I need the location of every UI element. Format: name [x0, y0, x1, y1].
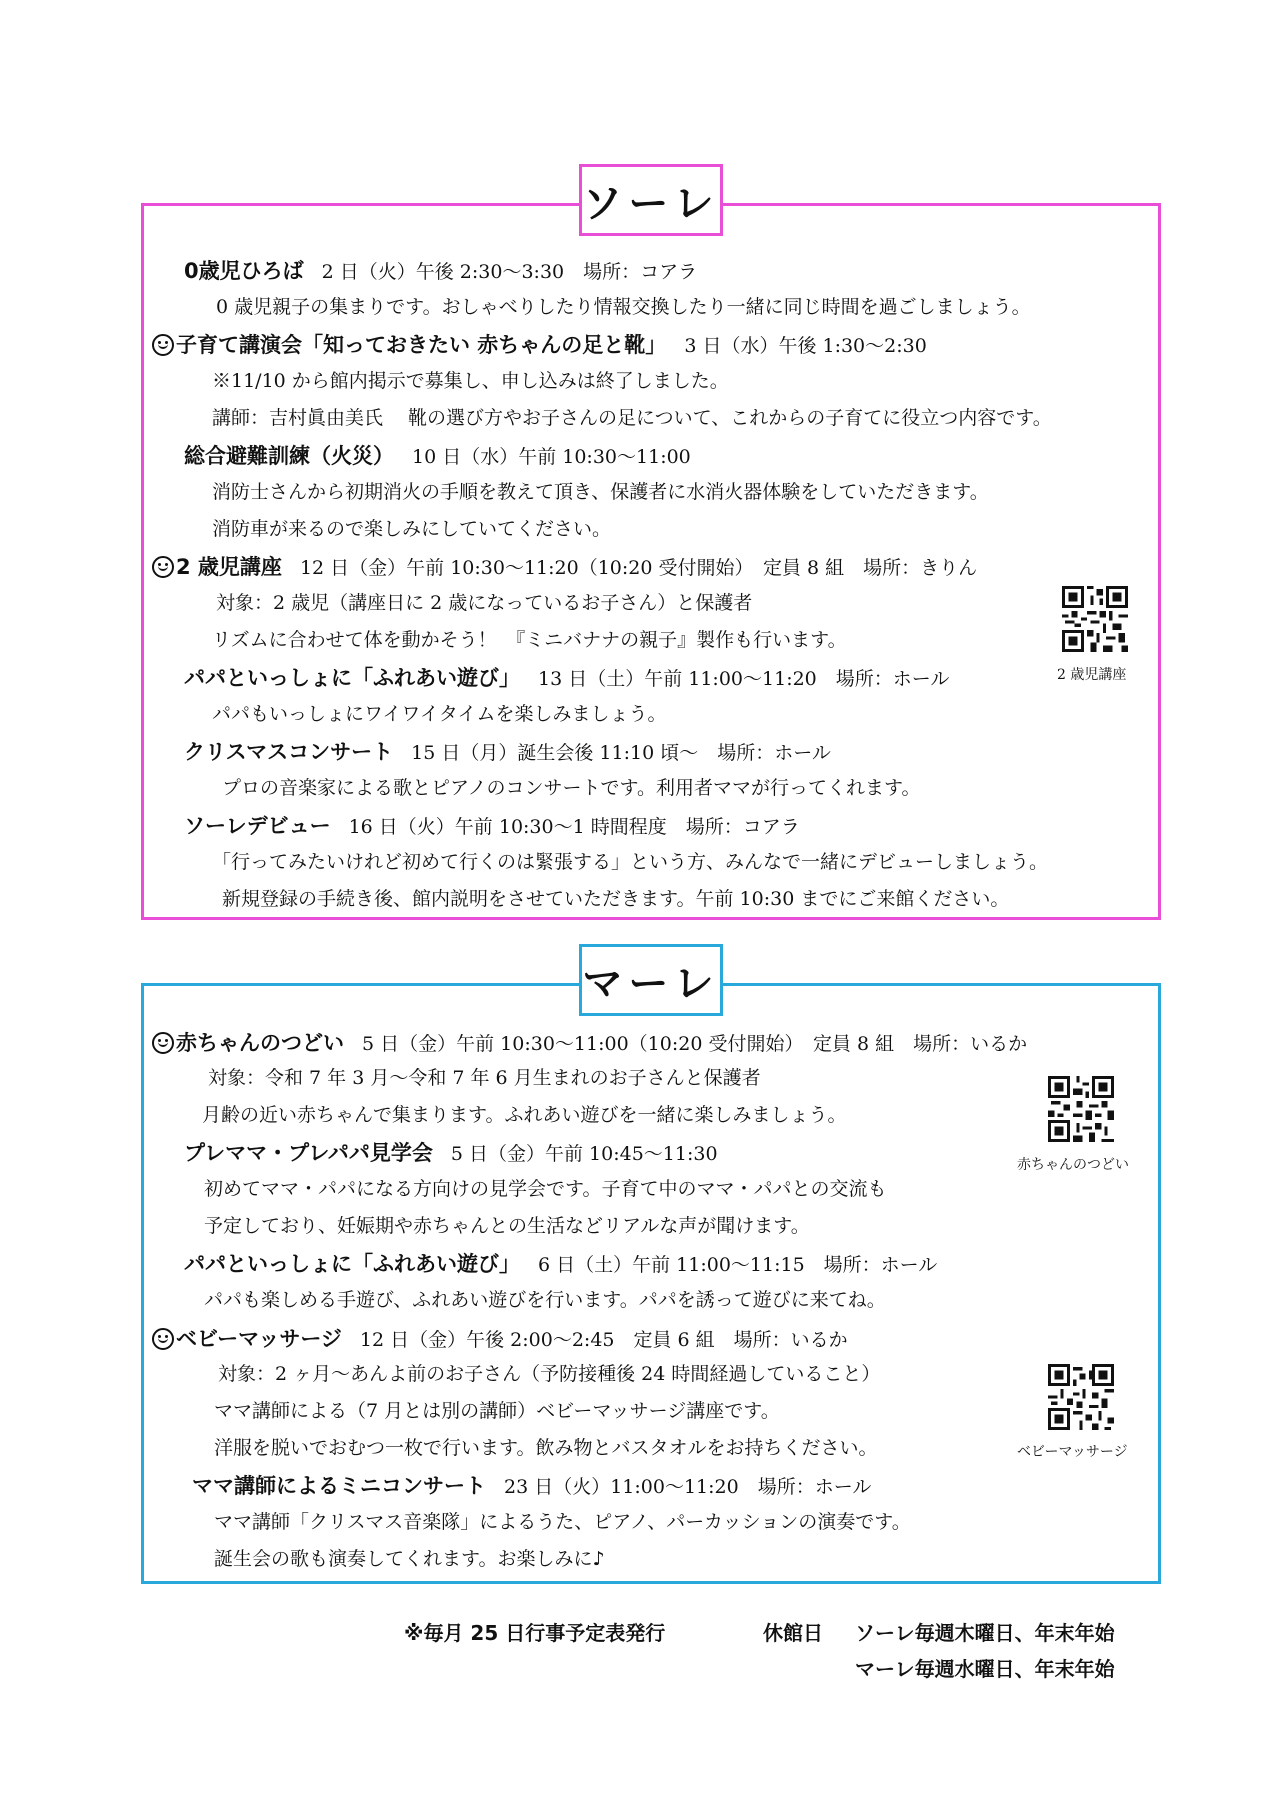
event-text: ママ講師による（7 月とは別の講師）ベビーマッサージ講座です。	[214, 1400, 780, 1422]
event-detail: 2 日（火）午後 2:30～3:30 場所：コアラ	[321, 261, 698, 283]
event-title: 2 歳児講座	[176, 555, 282, 579]
event-text: 予定しており、妊娠期や赤ちゃんとの生活などリアルな声が聞けます。	[204, 1215, 810, 1237]
qr-label: 2 歳児講座	[1057, 667, 1127, 683]
smile-icon	[152, 1032, 174, 1054]
qr-code-icon[interactable]	[1048, 1364, 1114, 1430]
event-text: 初めてママ・パパになる方向けの見学会です。子育て中のママ・パパとの交流も	[204, 1178, 887, 1200]
event-text: パパも楽しめる手遊び、ふれあい遊びを行います。パパを誘って遊びに来てね。	[204, 1289, 886, 1311]
smile-icon	[152, 334, 174, 356]
event-title: 赤ちゃんのつどい	[176, 1031, 344, 1055]
event-detail: 23 日（火）11:00～11:20 場所：ホール	[504, 1476, 872, 1498]
event-title: パパといっしょに「ふれあい遊び」	[184, 666, 520, 690]
event-heading	[192, 1476, 871, 1497]
sole-title: ソーレ	[579, 164, 723, 236]
event-heading	[184, 668, 949, 689]
event-text: ※11/10 から館内掲示で募集し、申し込みは終了しました。	[212, 370, 729, 392]
qr-code-icon[interactable]	[1048, 1076, 1114, 1142]
event-text: 「行ってみたいけれど初めて行くのは緊張する」という方、みんなで一緒にデビューしましょう。	[212, 851, 1049, 873]
event-title: ベビーマッサージ	[176, 1327, 342, 1351]
event-heading	[184, 816, 800, 837]
male-closed-days: マーレ毎週水曜日、年末年始	[855, 1657, 1115, 1681]
event-detail: 15 日（月）誕生会後 11:10 頃～ 場所：ホール	[411, 742, 831, 764]
event-detail: 13 日（土）午前 11:00～11:20 場所：ホール	[538, 668, 950, 690]
event-title: クリスマスコンサート	[184, 740, 394, 764]
event-title: プレママ・プレパパ見学会	[184, 1141, 433, 1165]
sole-panel	[141, 180, 1161, 920]
event-heading	[184, 1143, 718, 1164]
event-heading	[184, 1254, 937, 1275]
event-title: ママ講師によるミニコンサート	[192, 1474, 486, 1498]
event-text: 講師：吉村眞由美氏 靴の選び方やお子さんの足について、これからの子育てに役立つ内容です。	[212, 407, 1052, 429]
footer-note: ※毎月 25 日行事予定表発行	[404, 1621, 666, 1645]
event-text: 対象：令和 7 年 3 月～令和 7 年 6 月生まれのお子さんと保護者	[208, 1067, 761, 1089]
event-text: パパもいっしょにワイワイタイムを楽しみましょう。	[212, 703, 667, 725]
event-heading	[184, 446, 691, 467]
event-detail: 3 日（水）午後 1:30～2:30	[684, 335, 927, 357]
closed-label: 休館日	[763, 1621, 823, 1645]
event-title: 総合避難訓練（火災）	[184, 444, 394, 468]
qr-code-icon[interactable]	[1062, 586, 1128, 652]
event-text: 消防士さんから初期消火の手順を教えて頂き、保護者に水消火器体験をしていただきます。	[212, 481, 989, 503]
event-heading	[184, 261, 697, 282]
event-detail: 6 日（土）午前 11:00～11:15 場所：ホール	[538, 1254, 938, 1276]
event-text: プロの音楽家による歌とピアノのコンサートです。利用者ママが行ってくれます。	[222, 777, 921, 799]
male-panel	[141, 960, 1161, 1584]
smile-icon	[152, 556, 174, 578]
event-detail: 5 日（金）午前 10:45～11:30	[450, 1143, 718, 1165]
event-heading	[152, 1032, 1027, 1054]
event-text: リズムに合わせて体を動かそう！ 『ミニバナナの親子』製作も行います。	[212, 629, 847, 651]
event-text: 消防車が来るので楽しみにしていてください。	[212, 518, 612, 540]
event-detail: 5 日（金）午前 10:30～11:00（10:20 受付開始） 定員 8 組 場所：いるか	[362, 1033, 1028, 1055]
event-text: 対象：2 歳児（講座日に 2 歳になっているお子さん）と保護者	[216, 592, 753, 614]
event-heading	[152, 1328, 848, 1350]
event-text: 新規登録の手続き後、館内説明をさせていただきます。午前 10:30 までにご来館ください。	[222, 888, 1010, 910]
event-detail: 12 日（金）午後 2:00～2:45 定員 6 組 場所：いるか	[359, 1329, 848, 1351]
male-title: マーレ	[579, 944, 723, 1016]
event-text: 0 歳児親子の集まりです。おしゃべりしたり情報交換したり一緒に同じ時間を過ごしましょう。	[216, 296, 1031, 318]
qr-label: 赤ちゃんのつどい	[1017, 1157, 1129, 1173]
event-detail: 12 日（金）午前 10:30～11:20（10:20 受付開始） 定員 8 組 場所：きりん	[299, 557, 978, 579]
event-title: 0歳児ひろば	[184, 259, 304, 283]
event-heading	[152, 334, 927, 356]
smile-icon	[152, 1328, 174, 1350]
event-text: 洋服を脱いでおむつ一枚で行います。飲み物とバスタオルをお持ちください。	[214, 1437, 878, 1459]
event-text: 誕生会の歌も演奏してくれます。お楽しみに♪	[214, 1548, 605, 1570]
qr-label: ベビーマッサージ	[1017, 1444, 1128, 1460]
sole-closed-days: ソーレ毎週木曜日、年末年始	[855, 1621, 1115, 1645]
event-title: 子育て講演会「知っておきたい 赤ちゃんの足と靴」	[176, 333, 667, 357]
event-text: 月齢の近い赤ちゃんで集まります。ふれあい遊びを一緒に楽しみましょう。	[202, 1104, 847, 1126]
event-text: ママ講師「クリスマス音楽隊」によるうた、ピアノ、パーカッションの演奏です。	[214, 1511, 911, 1533]
event-heading	[152, 556, 977, 578]
event-title: ソーレデビュー	[184, 814, 331, 838]
event-text: 対象：2 ヶ月～あんよ前のお子さん（予防接種後 24 時間経過していること）	[218, 1363, 881, 1385]
event-detail: 10 日（水）午前 10:30～11:00	[412, 446, 691, 468]
event-heading	[184, 742, 831, 763]
event-detail: 16 日（火）午前 10:30～1 時間程度 場所：コアラ	[348, 816, 800, 838]
event-title: パパといっしょに「ふれあい遊び」	[184, 1252, 520, 1276]
